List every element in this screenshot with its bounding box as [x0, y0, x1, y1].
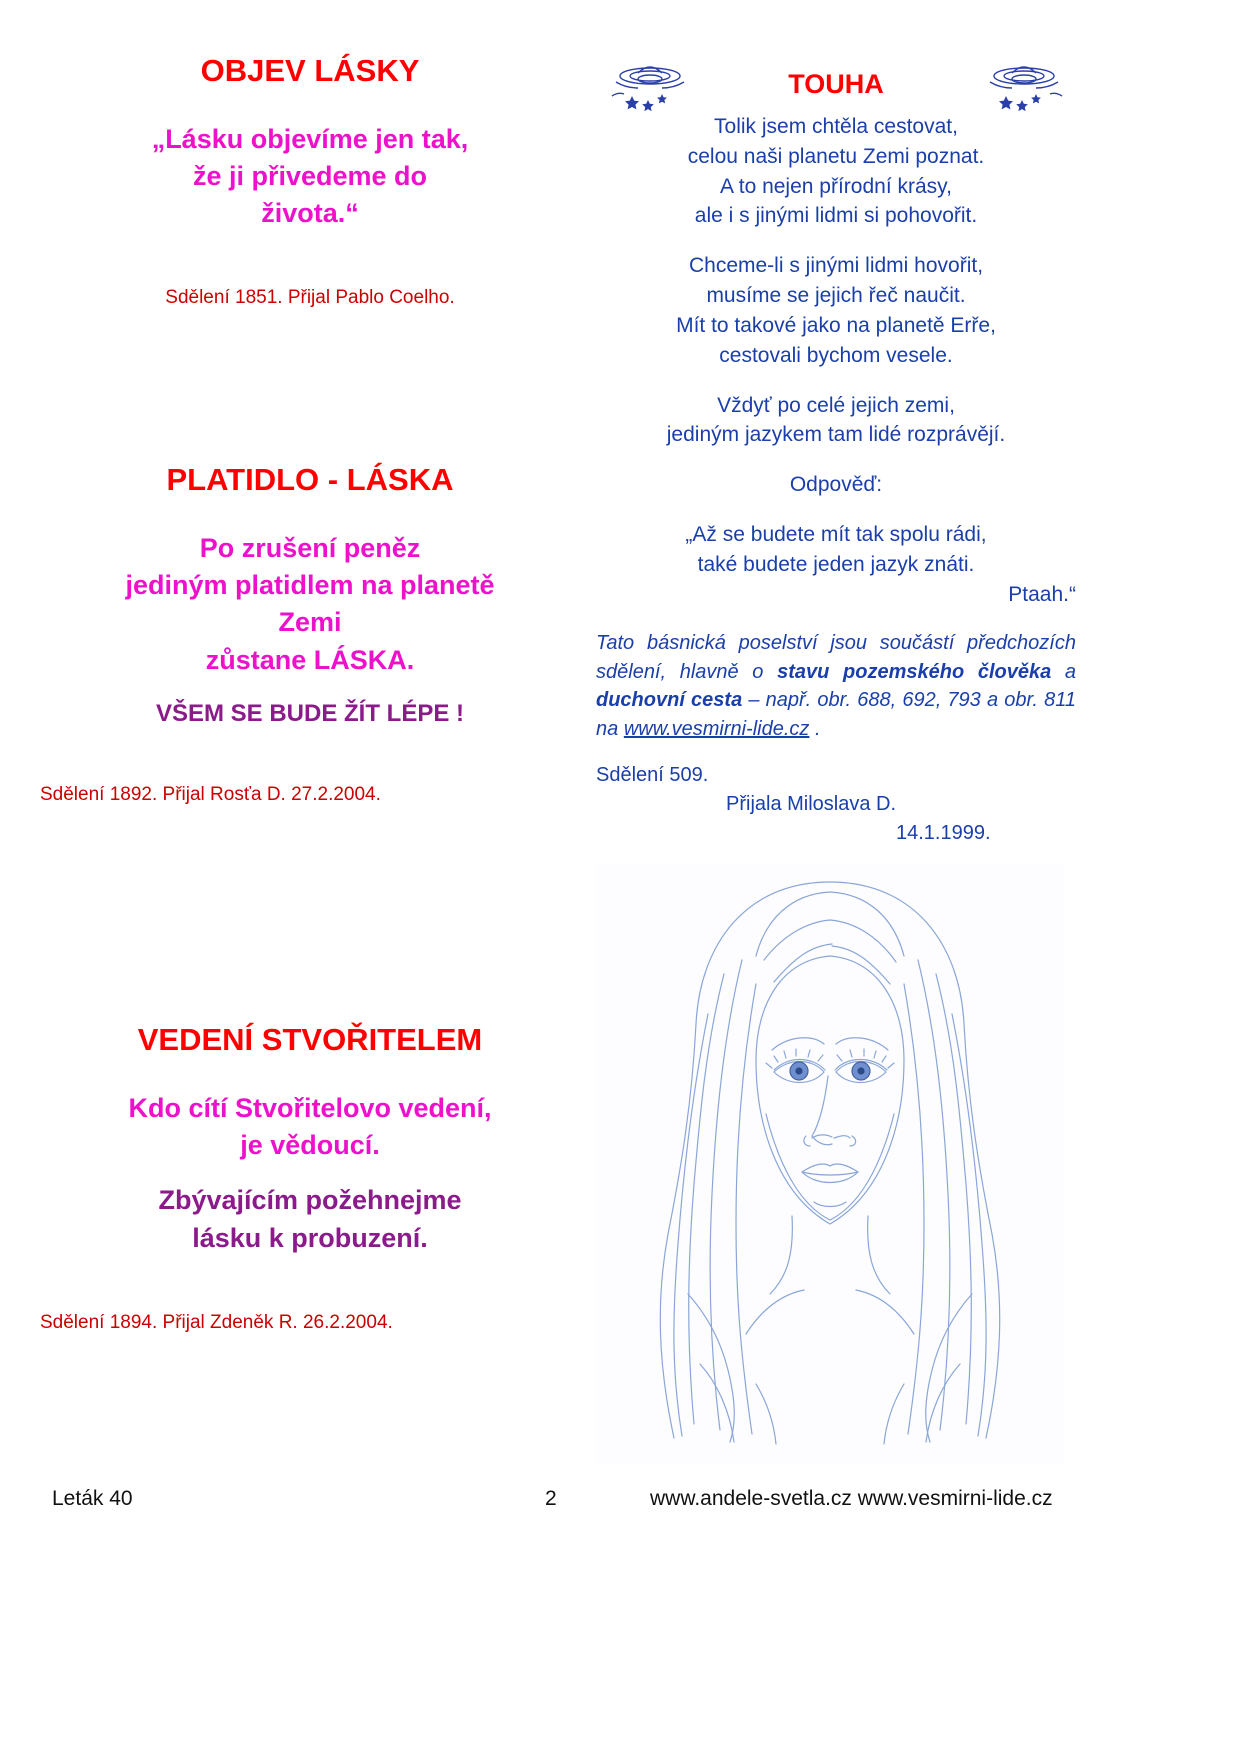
- body-line-2: je vědoucí.: [240, 1130, 380, 1161]
- pencil-drawing-woman-portrait: [596, 864, 1064, 1464]
- poem-line: „Až se budete mít tak spolu rádi,: [685, 522, 987, 546]
- poem-signature: Ptaah.“: [1008, 582, 1076, 606]
- poem-title: TOUHA: [788, 69, 884, 99]
- note-bold-2: duchovní cesta: [596, 689, 743, 712]
- quote-line-2: že ji přivedeme do: [192, 161, 428, 191]
- section-credit: Sdělení 1892. Přijal Rosťa D. 27.2.2004.: [40, 784, 381, 806]
- section-credit: Sdělení 1851. Přijal Pablo Coelho.: [165, 286, 455, 308]
- poem-line: Chceme-li s jinými lidmi hovořit,: [688, 254, 984, 278]
- right-column: [596, 52, 1076, 1464]
- editorial-note: [596, 629, 1076, 743]
- section-vedeni-stvoritelem: [40, 1021, 580, 1336]
- ufo-icon: [602, 52, 698, 114]
- poem-credit: [596, 761, 1076, 848]
- poem-stanza: [596, 520, 1076, 609]
- quote-line-3: života.“: [261, 198, 359, 229]
- section-title: OBJEV LÁSKY: [200, 53, 420, 88]
- note-part-3: – např. obr. 688, 692, 793 a obr. 811 na: [596, 689, 1076, 740]
- poem-line: Mít to takové jako na planetě Erře,: [676, 313, 996, 337]
- poem-line: celou naši planetu Zemi poznat.: [687, 144, 985, 168]
- body-line-4: zůstane LÁSKA.: [205, 644, 415, 675]
- section-title: PLATIDLO - LÁSKA: [166, 462, 454, 498]
- poem-line: cestovali bychom vesele.: [719, 343, 953, 367]
- body-line-1: Kdo cítí Stvořitelovo vedení,: [128, 1092, 492, 1123]
- highlight-text: VŠEM SE BUDE ŽÍT LÉPE !: [155, 699, 465, 727]
- section-title: VEDENÍ STVOŘITELEM: [137, 1022, 483, 1058]
- section-platidlo-laska: [40, 461, 580, 809]
- left-column: [40, 52, 580, 1336]
- poem-stanza: [596, 112, 1076, 231]
- poem-answer-label: Odpověď:: [789, 473, 883, 497]
- section-credit: Sdělení 1894. Přijal Zdeněk R. 26.2.2004.: [40, 1311, 393, 1333]
- portrait-illustration: [596, 864, 1064, 1464]
- poem-line: A to nejen přírodní krásy,: [720, 174, 952, 198]
- poem-line: musíme se jejich řeč naučit.: [706, 284, 966, 308]
- note-part-1: Tato básnická poselství jsou součástí předchozích sdělení, hlavně o: [596, 632, 1076, 683]
- credit-line-2: Přijala Miloslava D.: [726, 792, 897, 815]
- credit-line-3: 14.1.1999.: [896, 821, 991, 844]
- poem-body: [596, 112, 1076, 609]
- poem-stanza: [596, 251, 1076, 370]
- footer-websites: www.andele-svetla.cz www.vesmirni-lide.cz: [650, 1487, 1053, 1510]
- poem-line: Tolik jsem chtěla cestovat,: [714, 115, 958, 138]
- poem-line: ale i s jinými lidmi si pohovořit.: [694, 204, 978, 228]
- body-line-2: jediným platidlem na planetě: [125, 570, 495, 601]
- quote-line-1: „Lásku objevíme jen tak,: [151, 123, 469, 154]
- credit-line-1: Sdělení 509.: [596, 763, 709, 786]
- ufo-icon: [976, 52, 1072, 114]
- note-bold-1: stavu pozemského člověka: [777, 660, 1052, 683]
- website-link[interactable]: www.vesmirni-lide.cz: [623, 717, 810, 740]
- section-objev-lasky: [40, 52, 580, 311]
- body-line-1: Po zrušení peněz: [199, 532, 421, 563]
- body-line-3: Zemi: [278, 607, 342, 638]
- footer-page-number: 2: [545, 1487, 557, 1510]
- poem-stanza: [596, 391, 1076, 451]
- touha-header: [596, 52, 1076, 112]
- highlight-line-2: lásku k probuzení.: [192, 1223, 428, 1254]
- poem-line: také budete jeden jazyk znáti.: [697, 552, 975, 576]
- poem-line: jediným jazykem tam lidé rozprávějí.: [666, 423, 1006, 447]
- highlight-line-1: Zbývajícím požehnejme: [158, 1185, 462, 1216]
- note-part-4: .: [809, 717, 821, 740]
- poem-line: Vždyť po celé jejich zemi,: [717, 393, 955, 417]
- page-footer: [0, 1487, 1240, 1527]
- footer-leaflet-number: Leták 40: [52, 1487, 133, 1510]
- note-part-2: a: [1051, 660, 1077, 683]
